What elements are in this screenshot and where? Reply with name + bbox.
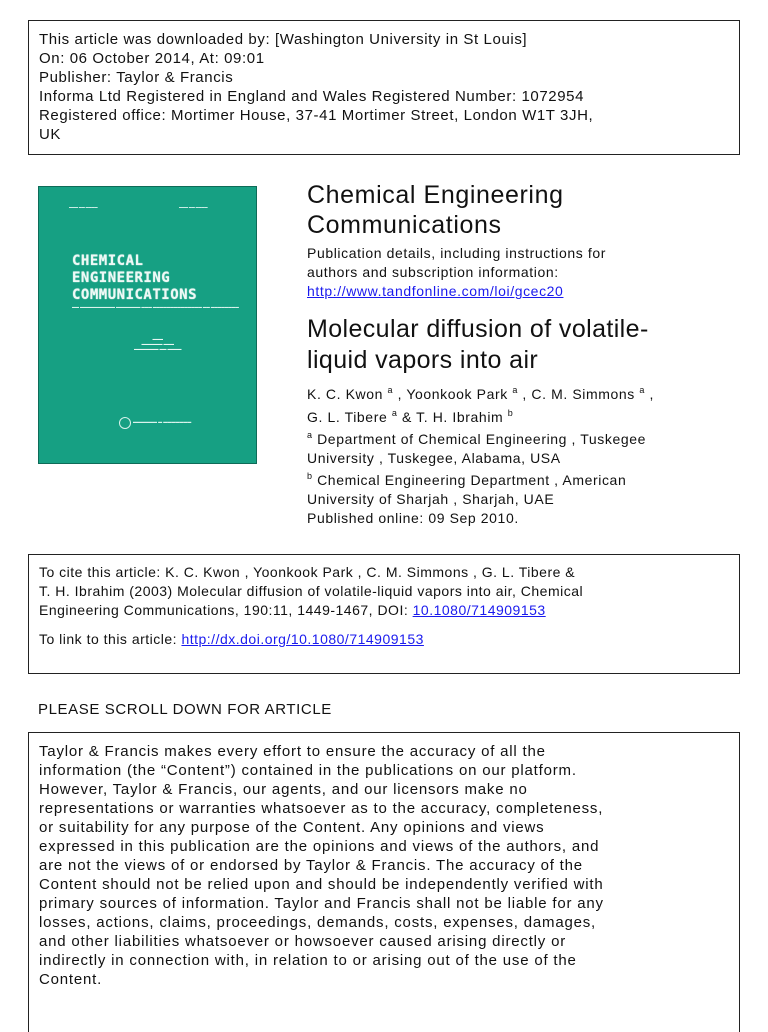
disclaimer-line: However, Taylor & Francis, our agents, and our licensors make no: [39, 781, 528, 798]
author-name: G. L. Tibere: [307, 409, 388, 425]
downloaded-by-line: This article was downloaded by: [Washington University in St Louis]: [39, 31, 528, 48]
article-doi-url-link[interactable]: http://dx.doi.org/10.1080/714909153: [181, 631, 424, 647]
office-country-line: UK: [39, 126, 62, 143]
affiliation-a: $^a$ Department of Chemical Engineering , Tuskegee University , Tuskegee, Alabama, USA: [307, 430, 647, 466]
author-affil-mark: a: [391, 408, 398, 418]
publisher-logo-icon: [119, 417, 131, 429]
article-header: [307, 180, 747, 528]
disclaimer-line: representations or warranties whatsoever as to the accuracy, completeness,: [39, 800, 604, 817]
office-line: Registered office: Mortimer House, 37-41 Mortimer Street, London W1T 3JH,: [39, 107, 594, 124]
cover-title: CHEMICAL ENGINEERING COMMUNICATIONS: [72, 253, 198, 303]
author-list: K. C. Kwon $^a$ , Yoonkook Park $^a$ , C. M. Simmons $^a$ , G. L. Tibere $^a$ & T. H. Ibrahim $^b$: [307, 385, 654, 425]
journal-title: Chemical Engineering Communications: [307, 181, 564, 239]
disclaimer-line: are not the views of or endorsed by Taylor & Francis. The accuracy of the: [39, 857, 583, 874]
registration-line: Informa Ltd Registered in England and Wales Registered Number: 1072954: [39, 88, 585, 105]
download-info-box: [28, 20, 740, 155]
author-affil-mark: a: [387, 385, 394, 395]
download-date-line: On: 06 October 2014, At: 09:01: [39, 50, 265, 67]
doi-link[interactable]: 10.1080/714909153: [412, 602, 546, 618]
citation-line: Engineering Communications, 190:11, 1449-1467, DOI: 10.1080/714909153: [39, 602, 546, 618]
disclaimer-line: Content should not be relied upon and should be independently verified with: [39, 876, 604, 893]
citation-line: To cite this article: K. C. Kwon , Yoonkook Park , C. M. Simmons , G. L. Tibere &: [39, 564, 576, 580]
published-online-date: Published online: 09 Sep 2010.: [307, 510, 519, 526]
disclaimer-line: indirectly in connection with, in relation to or arising out of the use of the: [39, 952, 577, 969]
author-affil-mark: b: [507, 408, 514, 418]
author-name: C. M. Simmons: [531, 386, 635, 402]
citation-line: T. H. Ibrahim (2003) Molecular diffusion of volatile-liquid vapors into air, Chemical: [39, 583, 584, 599]
cover-volume-text: ▬▬▬ ▬▬ ▬▬▬▬: [179, 205, 208, 209]
author-name: T. H. Ibrahim: [416, 409, 504, 425]
disclaimer-line: Taylor & Francis makes every effort to ensure the accuracy of all the: [39, 743, 546, 760]
disclaimer-line: or suitability for any purpose of the Content. Any opinions and views: [39, 819, 545, 836]
affiliation-b: $^b$ Chemical Engineering Department , American University of Sharjah , Sharjah, UAE: [307, 471, 627, 507]
cover-publisher-text: ▬▬▬▬▬▬ ▬ ▬▬▬▬▬▬▬: [133, 419, 192, 424]
publication-details: Publication details, including instructions for authors and subscription information: http://www.tandfonline.com/loi/gcec20: [307, 245, 607, 299]
disclaimer-line: and other liabilities whatsoever or howsoever caused arising directly or: [39, 933, 567, 950]
disclaimer-box: [28, 732, 740, 1032]
author-name: K. C. Kwon: [307, 386, 384, 402]
scroll-notice: PLEASE SCROLL DOWN FOR ARTICLE: [38, 701, 332, 718]
journal-url-link[interactable]: http://www.tandfonline.com/loi/gcec20: [307, 283, 564, 299]
author-affil-mark: a: [639, 385, 646, 395]
disclaimer-line: Content.: [39, 971, 103, 988]
article-title: Molecular diffusion of volatile- liquid vapors into air: [307, 315, 649, 374]
article-link-line: [39, 630, 729, 649]
disclaimer-line: losses, actions, claims, proceedings, demands, costs, expenses, damages,: [39, 914, 597, 931]
cover-issn-text: ▬▬▬ ▬▬ ▬▬▬▬: [69, 205, 98, 209]
disclaimer-line: expressed in this publication are the opinions and views of the authors, and: [39, 838, 600, 855]
journal-cover-image: [38, 186, 257, 464]
cover-subtitle-text: ▬▬ ▬▬▬▬▬▬▬▬▬▬ ▬▬▬▬▬▬▬ ▬▬▬ ▬▬▬▬▬▬▬▬▬▬▬▬▬▬ ▬▬ ▬▬▬▬▬▬▬▬: [72, 305, 239, 309]
cover-issue-text: ▬▬▬ ▬▬▬▬▬▬ ▬▬▬ ▬▬▬▬▬▬▬ ▬▬ ▬▬▬▬: [134, 337, 182, 351]
citation-box: [28, 554, 740, 674]
disclaimer-line: information (the “Content”) contained in the publications on our platform.: [39, 762, 577, 779]
disclaimer-line: primary sources of information. Taylor and Francis shall not be liable for any: [39, 895, 604, 912]
publisher-line: Publisher: Taylor & Francis: [39, 69, 234, 86]
author-affil-mark: a: [512, 385, 518, 395]
author-name: Yoonkook Park: [406, 386, 508, 402]
link-label: To link to this article:: [39, 631, 182, 647]
